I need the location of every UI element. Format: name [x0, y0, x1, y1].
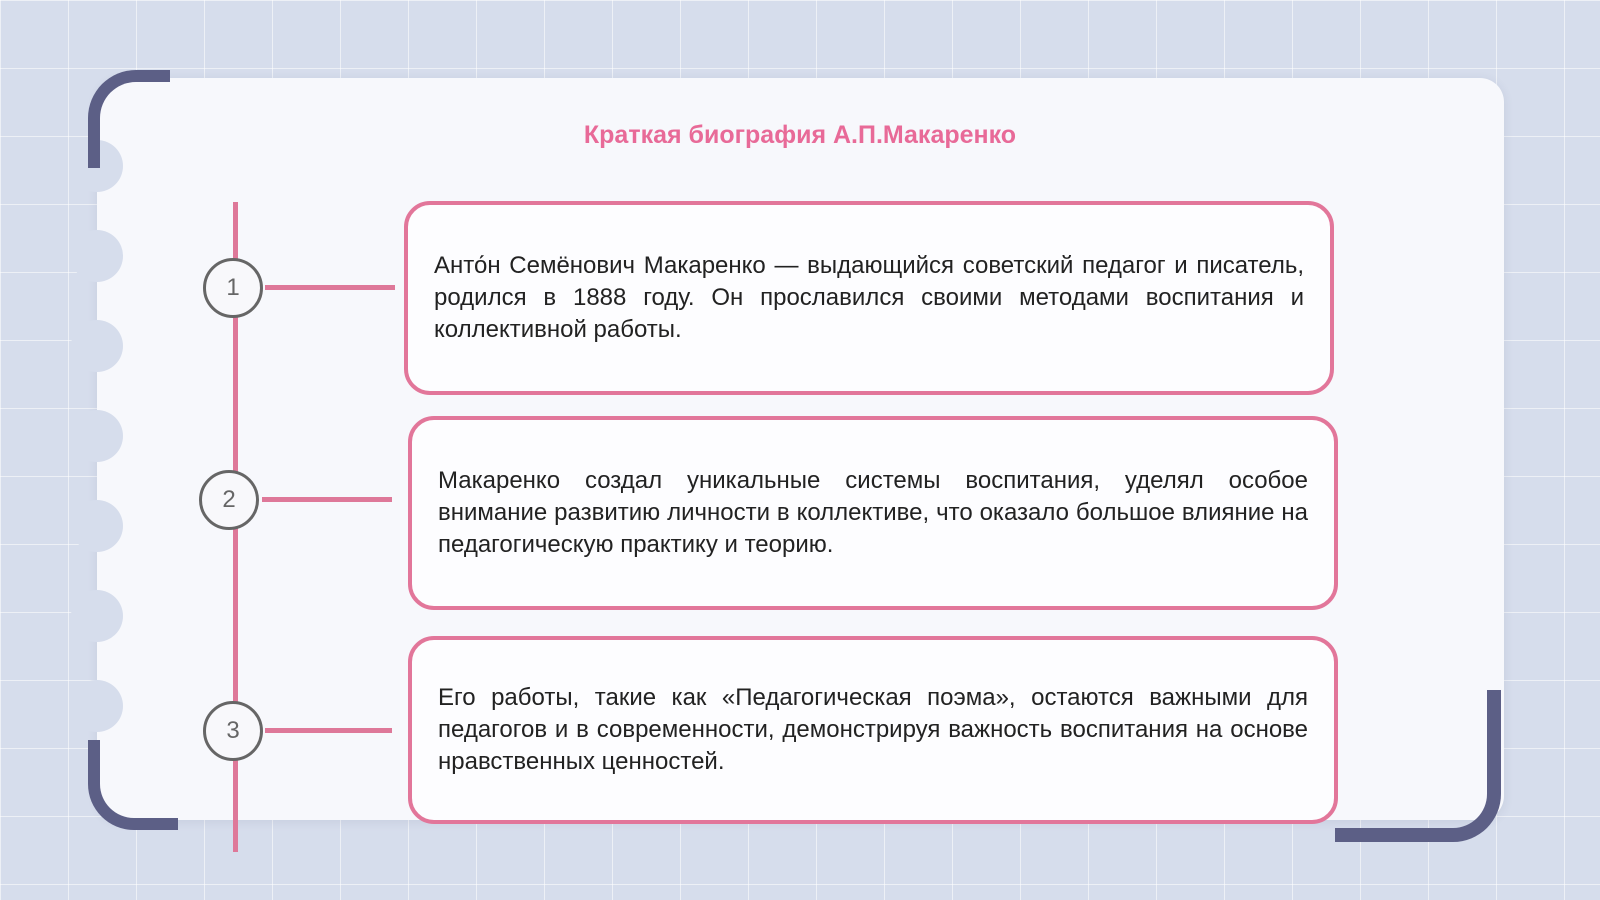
- paper-notch: [71, 500, 123, 552]
- timeline-marker-2: 2: [199, 470, 259, 530]
- timeline-marker-3: 3: [203, 701, 263, 761]
- timeline-connector: [265, 285, 395, 290]
- bio-card-text: Его работы, такие как «Педагогическая поэма», остаются важными для педагогов и в современности, демонстрируя важность воспитания на основе нравственных ценностей.: [438, 684, 1308, 775]
- corner-bracket-top-left: [88, 70, 170, 168]
- bio-card-text: Анто́н Семёнович Макаренко — выдающийся советский педагог и писатель, родился в 1888 году. Он прославился своими методами воспитания и коллективной работы.: [434, 252, 1304, 343]
- timeline-connector: [265, 728, 392, 733]
- paper-notch: [71, 410, 123, 462]
- paper-notch: [71, 590, 123, 642]
- corner-bracket-bottom-right: [1335, 690, 1501, 842]
- bio-card-2: [408, 416, 1338, 610]
- timeline-marker-1: 1: [203, 258, 263, 318]
- page-title: Краткая биография А.П.Макаренко: [583, 121, 1017, 149]
- paper-notch: [71, 680, 123, 732]
- timeline-connector: [262, 497, 392, 502]
- paper-notch: [71, 230, 123, 282]
- bio-card-1: [404, 201, 1334, 395]
- bio-card-3: [408, 636, 1338, 824]
- corner-bracket-bottom-left: [88, 740, 178, 830]
- bio-card-text: Макаренко создал уникальные системы воспитания, уделял особое внимание развитию личности в коллективе, что оказало большое влияние на педагогическую практику и теорию.: [438, 467, 1308, 558]
- paper-notch: [71, 320, 123, 372]
